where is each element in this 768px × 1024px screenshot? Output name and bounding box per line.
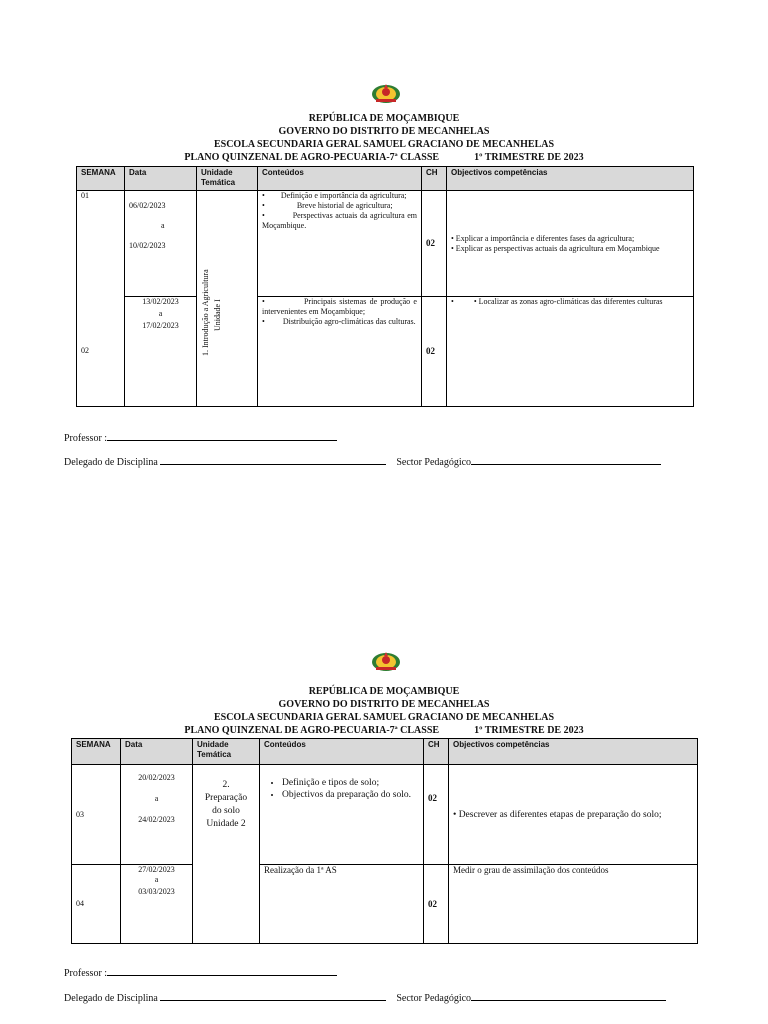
unit-label: Unidade 2 xyxy=(206,819,246,829)
sector-label: Sector Pedagógico xyxy=(396,993,472,1004)
objective-item: • • Localizar as zonas agro-climáticas das diferentes culturas xyxy=(451,297,663,306)
ch-value: 02 xyxy=(428,898,437,909)
delegado-label: Delegado de Disciplina xyxy=(64,993,158,1004)
ch-cell xyxy=(424,765,449,865)
objective-item: • Explicar a importância e diferentes fases da agricultura; xyxy=(451,233,635,243)
sector-label: Sector Pedagógico xyxy=(396,457,472,468)
document-header xyxy=(0,685,768,737)
plan-table-2 xyxy=(71,738,698,944)
week-cell xyxy=(72,765,121,865)
week-number: 02 xyxy=(81,346,89,356)
trimester-label: 1º TRIMESTRE DE 2023 xyxy=(474,725,584,736)
ch-cell xyxy=(422,191,447,297)
week-number: 01 xyxy=(81,191,89,200)
professor-signature-line[interactable] xyxy=(107,431,337,441)
table-row xyxy=(72,865,698,944)
ch-cell xyxy=(422,297,447,407)
objective-item: Medir o grau de assimilação dos conteúdos xyxy=(453,865,609,875)
professor-signature xyxy=(64,431,337,444)
content-item: • Definição e tipos de solo; xyxy=(282,777,419,789)
contents-cell xyxy=(258,297,422,407)
mozambique-emblem-icon xyxy=(370,650,402,672)
col-header-conteudos: Conteúdos xyxy=(258,167,422,191)
col-header-objectivos: Objectivos competências xyxy=(447,167,694,191)
col-header-ch: CH xyxy=(424,739,449,765)
professor-signature xyxy=(64,966,337,979)
date-from: 06/02/2023 xyxy=(129,201,166,210)
unit-cell xyxy=(197,191,258,407)
professor-label: Professor : xyxy=(64,968,108,979)
unit-title-line: do solo xyxy=(212,806,240,816)
ch-value: 02 xyxy=(428,793,437,803)
date-separator: a xyxy=(158,309,163,318)
sector-signature-line[interactable] xyxy=(471,455,661,465)
col-header-conteudos: Conteúdos xyxy=(260,739,424,765)
content-item: Realização da 1ª AS xyxy=(264,865,337,875)
objectives-cell xyxy=(447,297,694,407)
professor-label: Professor : xyxy=(64,433,108,444)
unit-cell xyxy=(193,765,260,944)
plan-table-1 xyxy=(76,166,694,407)
date-cell xyxy=(125,297,197,407)
table-row xyxy=(72,765,698,865)
ch-value: 02 xyxy=(426,346,435,356)
header-line-plan xyxy=(0,151,768,164)
date-to: 24/02/2023 xyxy=(138,815,175,824)
ch-cell xyxy=(424,865,449,944)
col-header-data: Data xyxy=(121,739,193,765)
col-header-semana: SEMANA xyxy=(72,739,121,765)
date-cell xyxy=(121,765,193,865)
date-to: 10/02/2023 xyxy=(129,241,166,250)
date-from: 27/02/2023 xyxy=(138,865,175,874)
ch-value: 02 xyxy=(426,238,435,248)
date-to: 03/03/2023 xyxy=(138,887,175,896)
header-line-government: GOVERNO DO DISTRITO DE MECANHELAS xyxy=(278,699,490,710)
content-item: • Objectivos da preparação do solo. xyxy=(282,789,419,801)
week-number: 04 xyxy=(76,899,84,908)
header-line-republic: REPÚBLICA DE MOÇAMBIQUE xyxy=(308,113,460,124)
col-header-data: Data xyxy=(125,167,197,191)
objectives-cell xyxy=(449,765,698,865)
date-cell xyxy=(125,191,197,297)
mozambique-emblem-icon xyxy=(370,82,402,104)
header-line-school: ESCOLA SECUNDARIA GERAL SAMUEL GRACIANO DE MECANHELAS xyxy=(213,712,555,723)
objectives-cell xyxy=(447,191,694,297)
content-item: • Principais sistemas de produção e intervenientes em Moçambique; xyxy=(262,297,417,316)
delegado-signature xyxy=(64,991,666,1004)
date-separator: a xyxy=(154,794,159,803)
header-line-government: GOVERNO DO DISTRITO DE MECANHELAS xyxy=(278,126,490,137)
delegado-label: Delegado de Disciplina xyxy=(64,457,158,468)
objective-item: • Explicar as perspectivas actuais da agricultura em Moçambique xyxy=(451,243,660,253)
week-number: 03 xyxy=(76,809,84,819)
content-item: • Perspectivas actuais da agricultura em Moçambique. xyxy=(262,211,417,230)
header-line-school: ESCOLA SECUNDARIA GERAL SAMUEL GRACIANO DE MECANHELAS xyxy=(213,139,555,150)
header-line-plan xyxy=(0,724,768,737)
objectives-cell xyxy=(449,865,698,944)
week-cell xyxy=(77,297,125,407)
objective-item: • Descrever as diferentes etapas de preparação do solo; xyxy=(453,809,662,820)
delegado-signature-line[interactable] xyxy=(160,455,386,465)
date-to: 17/02/2023 xyxy=(142,321,179,330)
unit-title-vertical: 1. Introdução a Agricultura xyxy=(201,269,210,356)
content-item: • Breve historial de agricultura; xyxy=(262,201,393,210)
content-item: • Definição e importância da agricultura; xyxy=(262,191,407,200)
col-header-unidade: Unidade Temática xyxy=(197,167,258,191)
trimester-label: 1º TRIMESTRE DE 2023 xyxy=(474,152,584,163)
document-header xyxy=(0,112,768,164)
week-cell xyxy=(72,865,121,944)
date-cell xyxy=(121,865,193,944)
col-header-unidade: Unidade Temática xyxy=(193,739,260,765)
col-header-objectivos: Objectivos competências xyxy=(449,739,698,765)
professor-signature-line[interactable] xyxy=(107,966,337,976)
contents-cell xyxy=(260,865,424,944)
content-item: • Distribuição agro-climáticas das culturas. xyxy=(262,317,416,326)
col-header-semana: SEMANA xyxy=(77,167,125,191)
plan-title: PLANO QUINZENAL DE AGRO-PECUARIA-7ª CLASSE xyxy=(184,725,440,736)
sector-signature-line[interactable] xyxy=(471,991,666,1001)
date-from: 20/02/2023 xyxy=(138,773,175,782)
plan-title: PLANO QUINZENAL DE AGRO-PECUARIA-7ª CLASSE xyxy=(184,152,440,163)
unit-number: 2. xyxy=(222,780,230,790)
col-header-ch: CH xyxy=(422,167,447,191)
delegado-signature xyxy=(64,455,661,468)
table-row xyxy=(77,191,694,297)
week-cell xyxy=(77,191,125,297)
contents-cell xyxy=(258,191,422,297)
date-separator: a xyxy=(154,875,159,884)
table-row xyxy=(77,297,694,407)
unit-number-vertical: Unidade I xyxy=(213,299,222,331)
date-separator: a xyxy=(161,221,165,230)
header-line-republic: REPÚBLICA DE MOÇAMBIQUE xyxy=(308,686,460,697)
unit-title-line: Preparação xyxy=(204,793,248,803)
delegado-signature-line[interactable] xyxy=(160,991,386,1001)
contents-cell xyxy=(260,765,424,865)
date-from: 13/02/2023 xyxy=(142,297,179,306)
